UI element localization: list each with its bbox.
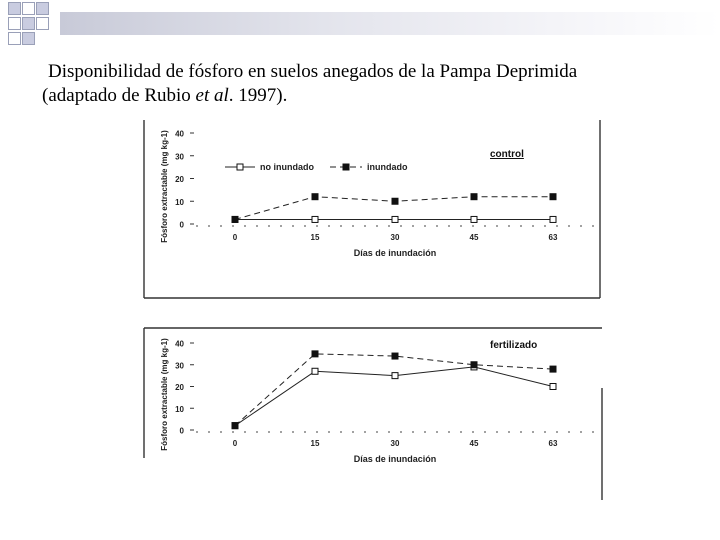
legend-marker-no-inundado [237, 164, 243, 170]
y-tick-label: 40 [175, 339, 184, 349]
data-point-1-5 [550, 216, 556, 222]
x-tick-label: 63 [548, 233, 558, 242]
data-point-2-2 [312, 194, 318, 200]
legend-marker-inundado [343, 164, 349, 170]
caption-suffix: . 1997). [228, 85, 288, 106]
x-tick-label: 45 [469, 233, 479, 242]
x-tick-label: 30 [390, 439, 400, 448]
data-point-1-3 [392, 216, 398, 222]
legend [225, 162, 408, 172]
data-point-2-5 [550, 366, 556, 372]
chart-panel-1 [144, 120, 600, 298]
data-point-2-3 [392, 198, 398, 204]
x-tick-label: 0 [232, 233, 238, 242]
y-tick-label: 0 [179, 426, 184, 436]
chart-title: fertilizado [490, 340, 538, 351]
data-point-2-4 [471, 362, 477, 368]
x-tick-label: 45 [469, 439, 479, 448]
y-tick-label: 30 [175, 361, 184, 371]
data-point-2-1 [232, 216, 238, 222]
y-tick-label: 30 [175, 152, 184, 162]
y-tick-label: 20 [175, 175, 184, 184]
legend-label-no-inundado: no inundado [260, 162, 314, 172]
data-point-2-2 [312, 351, 318, 357]
y-tick-label: 0 [179, 220, 184, 230]
data-point-1-4 [471, 216, 477, 222]
x-tick-label: 15 [310, 439, 320, 448]
legend-label-inundado: inundado [367, 162, 408, 172]
y-tick-label: 40 [175, 129, 184, 139]
series-line-2 [235, 354, 553, 426]
x-axis-label: Días de inundación [353, 248, 437, 258]
y-axis-label: Fósforo extractable (mg kg-1) [160, 130, 169, 243]
y-tick-label: 10 [175, 197, 184, 207]
data-point-2-3 [392, 353, 398, 359]
chart-panel-2 [144, 328, 602, 500]
caption-italic: et al [195, 85, 229, 106]
x-tick-label: 30 [390, 233, 400, 242]
y-tick-label: 20 [175, 383, 184, 392]
data-point-1-2 [312, 368, 318, 374]
data-point-2-4 [471, 194, 477, 200]
x-tick-label: 0 [232, 439, 238, 448]
data-point-1-3 [392, 373, 398, 379]
y-axis-label: Fósforo extractable (mg kg-1) [160, 338, 169, 451]
data-point-2-1 [232, 423, 238, 429]
data-point-1-5 [550, 384, 556, 390]
chart-title: control [490, 149, 524, 160]
x-tick-label: 63 [548, 439, 558, 448]
caption-line-1: Disponibilidad de fósforo en suelos anegados de la Pampa Deprimida [48, 61, 578, 82]
y-tick-label: 10 [175, 404, 184, 414]
x-axis-label: Días de inundación [353, 454, 437, 464]
data-point-2-5 [550, 194, 556, 200]
caption-prefix: (adaptado de Rubio [42, 85, 196, 106]
x-tick-label: 15 [310, 233, 320, 242]
data-point-1-2 [312, 216, 318, 222]
